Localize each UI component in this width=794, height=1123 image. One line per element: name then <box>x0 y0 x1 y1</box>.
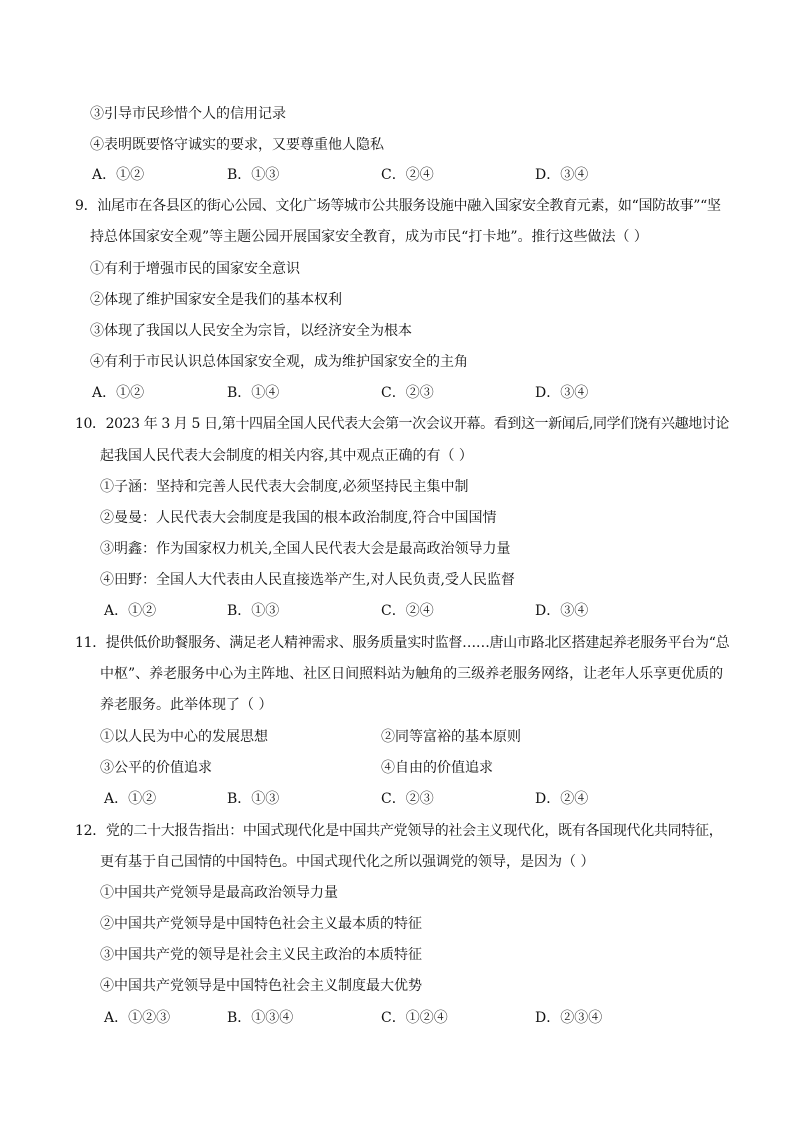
q9-option-c[interactable]: C．②③ <box>381 385 434 401</box>
q11-statement-3: ③公平的价值追求 <box>100 760 212 776</box>
q9-stem-line-2: 持总体国家安全观”等主题公园开展国家安全教育，成为市民“打卡地”。推行这些做法（ ） <box>90 229 648 245</box>
q8-statement-4: ④表明既要恪守诚实的要求，又要尊重他人隐私 <box>90 137 384 153</box>
q10-stem-line-2: 起我国人民代表大会制度的相关内容,其中观点正确的有（ ） <box>100 448 473 464</box>
q10-statement-3: ③明鑫：作为国家权力机关,全国人民代表大会是最高政治领导力量 <box>100 541 511 557</box>
q8-option-b[interactable]: B．①③ <box>227 167 280 183</box>
q10-statement-1: ①子涵：坚持和完善人民代表大会制度,必须坚持民主集中制 <box>100 479 469 495</box>
q9-statement-1: ①有利于增强市民的国家安全意识 <box>90 261 300 277</box>
q11-option-c[interactable]: C．②③ <box>381 791 434 807</box>
q11-stem-line-2: 中枢”、养老服务中心为主阵地、社区日间照料站为触角的三级养老服务网络，让老年人乐享更优质的 <box>100 666 724 682</box>
q10-stem-line-1: 10．2023 年 3 月 5 日,第十四届全国人民代表大会第一次会议开幕。看到这一新闻后,同学们饶有兴趣地讨论 <box>75 416 730 432</box>
q12-option-c[interactable]: C．①②④ <box>381 1010 448 1026</box>
q11-option-d[interactable]: D．②④ <box>535 791 589 807</box>
q11-stem-line-1: 11．提供低价助餐服务、满足老人精神需求、服务质量实时监督……唐山市路北区搭建起养老服务平台为“总 <box>75 635 730 651</box>
q12-statement-3: ③中国共产党的领导是社会主义民主政治的本质特征 <box>100 947 422 963</box>
q10-statement-2: ②曼曼：人民代表大会制度是我国的根本政治制度,符合中国国情 <box>100 510 497 526</box>
q10-option-c[interactable]: C．②④ <box>381 603 434 619</box>
q9-stem-line-1: 9．汕尾市在各县区的街心公园、文化广场等城市公共服务设施中融入国家安全教育元素，如“国防故事”“坚 <box>75 198 721 214</box>
q12-statement-4: ④中国共产党领导是中国特色社会主义制度最大优势 <box>100 978 422 994</box>
q11-stem-line-3: 养老服务。此举体现了（ ） <box>100 697 273 713</box>
q12-stem-line-2: 更有基于自己国情的中国特色。中国式现代化之所以强调党的领导，是因为（ ） <box>100 854 595 870</box>
q10-statement-4: ④田野：全国人大代表由人民直接选举产生,对人民负责,受人民监督 <box>100 572 515 588</box>
q9-option-d[interactable]: D．③④ <box>535 385 589 401</box>
q12-option-b[interactable]: B．①③④ <box>227 1010 294 1026</box>
q9-statement-2: ②体现了维护国家安全是我们的基本权利 <box>90 292 342 308</box>
q12-statement-2: ②中国共产党领导是中国特色社会主义最本质的特征 <box>100 916 422 932</box>
q12-stem-line-1: 12．党的二十大报告指出：中国式现代化是中国共产党领导的社会主义现代化，既有各国现代化共同特征， <box>75 823 723 839</box>
q11-statement-2: ②同等富裕的基本原则 <box>381 729 521 745</box>
q11-statement-1: ①以人民为中心的发展思想 <box>100 729 268 745</box>
q8-option-c[interactable]: C．②④ <box>381 167 434 183</box>
q9-statement-4: ④有利于市民认识总体国家安全观，成为维护国家安全的主角 <box>90 354 468 370</box>
q9-option-a[interactable]: A．①② <box>92 385 145 401</box>
q10-option-a[interactable]: A．①② <box>104 603 157 619</box>
q12-statement-1: ①中国共产党领导是最高政治领导力量 <box>100 885 338 901</box>
q8-option-a[interactable]: A．①② <box>92 167 145 183</box>
q8-option-d[interactable]: D．③④ <box>535 167 589 183</box>
q10-option-d[interactable]: D．③④ <box>535 603 589 619</box>
q10-option-b[interactable]: B．①③ <box>227 603 280 619</box>
q9-option-b[interactable]: B．①④ <box>227 385 280 401</box>
q11-statement-4: ④自由的价值追求 <box>381 760 493 776</box>
q11-option-a[interactable]: A．①② <box>104 791 157 807</box>
q12-option-a[interactable]: A．①②③ <box>104 1010 171 1026</box>
q11-option-b[interactable]: B．①③ <box>227 791 280 807</box>
q8-statement-3: ③引导市民珍惜个人的信用记录 <box>90 106 286 122</box>
q12-option-d[interactable]: D．②③④ <box>535 1010 603 1026</box>
q9-statement-3: ③体现了我国以人民安全为宗旨，以经济安全为根本 <box>90 323 412 339</box>
